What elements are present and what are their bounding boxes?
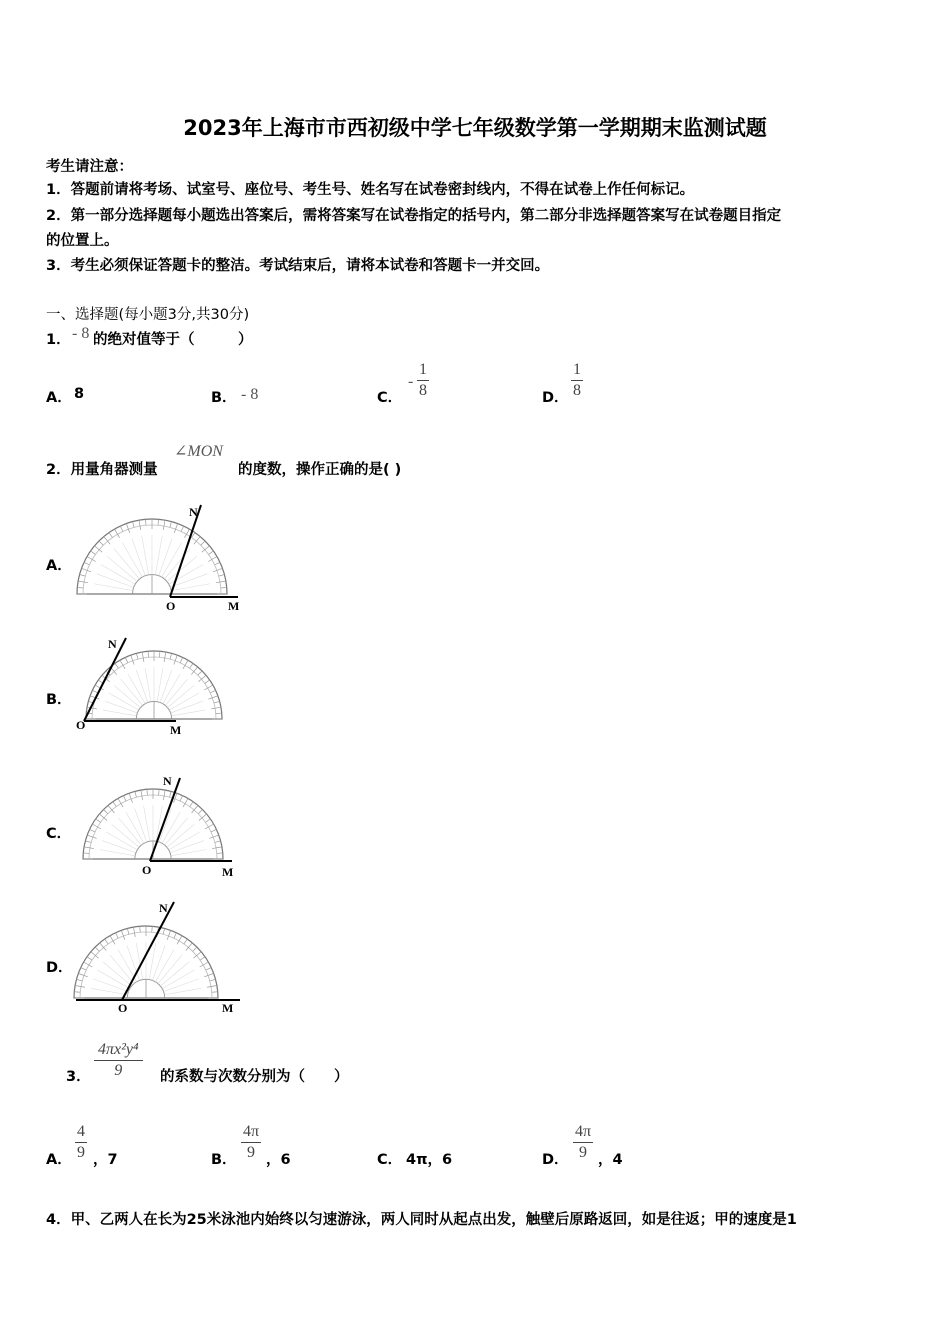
q3-stem: 的系数与次数分别为（ ） <box>160 1069 349 1085</box>
q3-option-b-tail: ，6 <box>266 1152 291 1168</box>
q3-number: 3． <box>66 1069 91 1085</box>
fraction-denominator: 9 <box>114 1062 123 1079</box>
notice-item: 1．答题前请将考场、试室号、座位号、考生号、姓名写在试卷密封线内，不得在试卷上作任何标记。 <box>46 182 695 198</box>
point-m-label: M <box>222 1001 234 1015</box>
q3-option-a-tail: ，7 <box>93 1152 118 1168</box>
fraction-numerator: 4π <box>241 1122 261 1143</box>
q3-option-a-label: A． <box>46 1152 72 1168</box>
fraction-denominator: 9 <box>247 1144 256 1161</box>
q1-option-b-label: B． <box>211 390 237 406</box>
page-title: 2023年上海市市西初级中学七年级数学第一学期期末监测试题 <box>183 116 767 140</box>
point-o-label: O <box>118 1001 128 1015</box>
q2-option-b-label: B． <box>46 692 72 708</box>
fraction-numerator: 4πx²y⁴ <box>94 1040 143 1061</box>
protractor-figure-b <box>70 632 245 742</box>
fraction-denominator: 8 <box>419 382 427 399</box>
point-o-label: O <box>76 718 86 732</box>
q2-stem: 的度数，操作正确的是( ) <box>238 462 402 478</box>
point-m-label: M <box>170 723 182 737</box>
notice-heading: 考生请注意： <box>46 159 133 175</box>
q2-number: 2．用量角器测量 <box>46 462 158 478</box>
q3-option-c-label: C． <box>377 1152 403 1168</box>
q3-option-a-fraction <box>75 1122 87 1163</box>
q1-number: 1． <box>46 332 71 348</box>
q3-option-b-fraction <box>241 1122 261 1163</box>
protractor <box>83 789 223 859</box>
q3-option-b-label: B． <box>211 1152 237 1168</box>
protractor-figure-a <box>70 500 245 615</box>
q1-option-d-label: D． <box>542 390 569 406</box>
q3-option-d-fraction <box>573 1122 593 1163</box>
q1-stem: 的绝对值等于（ ） <box>93 332 253 348</box>
point-n-label: N <box>163 774 172 788</box>
ray-on <box>122 902 174 1000</box>
q1-option-b-value: - 8 <box>241 386 259 403</box>
q1-option-a-value: 8 <box>74 386 85 402</box>
point-n-label: N <box>159 901 168 915</box>
notice-item: 2．第一部分选择题每小题选出答案后，需将答案写在试卷指定的括号内，第二部分非选择题答案写在试卷题目指定 <box>46 208 782 224</box>
fraction-numerator: 1 <box>571 360 583 381</box>
ray-on <box>84 638 126 721</box>
q1-option-c-fraction <box>417 360 429 401</box>
q2-option-a-label: A． <box>46 558 72 574</box>
q2-option-d-label: D． <box>46 960 73 976</box>
q3-option-c-value: 4π，6 <box>406 1152 453 1168</box>
fraction-denominator: 9 <box>579 1144 588 1161</box>
q2-option-c-label: C． <box>46 826 72 842</box>
q1-option-d-fraction <box>571 360 583 401</box>
protractor <box>74 926 218 998</box>
q1-option-c-sign: - <box>408 373 414 390</box>
notice-item: 3．考生必须保证答题卡的整洁。考试结束后，请将本试卷和答题卡一并交回。 <box>46 258 550 274</box>
fraction-numerator: 4 <box>75 1122 87 1143</box>
point-n-label: N <box>189 505 198 519</box>
fraction-denominator: 9 <box>77 1144 85 1161</box>
protractor-figure-d <box>70 898 245 1018</box>
notice-item: 的位置上。 <box>46 233 119 249</box>
protractor <box>77 519 227 594</box>
protractor <box>86 651 222 719</box>
fraction-numerator: 1 <box>417 360 429 381</box>
point-o-label: O <box>166 599 176 613</box>
protractor-figure-c <box>70 768 245 883</box>
point-m-label: M <box>222 865 234 879</box>
fraction-denominator: 8 <box>573 382 581 399</box>
fraction-numerator: 4π <box>573 1122 593 1143</box>
q1-option-c-label: C． <box>377 390 403 406</box>
q1-option-a-label: A． <box>46 390 72 406</box>
q3-fraction <box>94 1040 143 1081</box>
point-m-label: M <box>228 599 240 613</box>
q4-text: 4．甲、乙两人在长为25米泳池内始终以匀速游泳，两人同时从起点出发，触壁后原路返回，如是往返；甲的速度是1 <box>46 1212 797 1228</box>
section-heading: 一、选择题(每小题3分,共30分) <box>46 307 250 323</box>
point-o-label: O <box>142 863 152 877</box>
q1-expression: - 8 <box>72 325 90 342</box>
q2-angle: ∠MON <box>174 443 223 460</box>
point-n-label: N <box>108 637 117 651</box>
q3-option-d-tail: ，4 <box>598 1152 623 1168</box>
q3-option-d-label: D． <box>542 1152 569 1168</box>
